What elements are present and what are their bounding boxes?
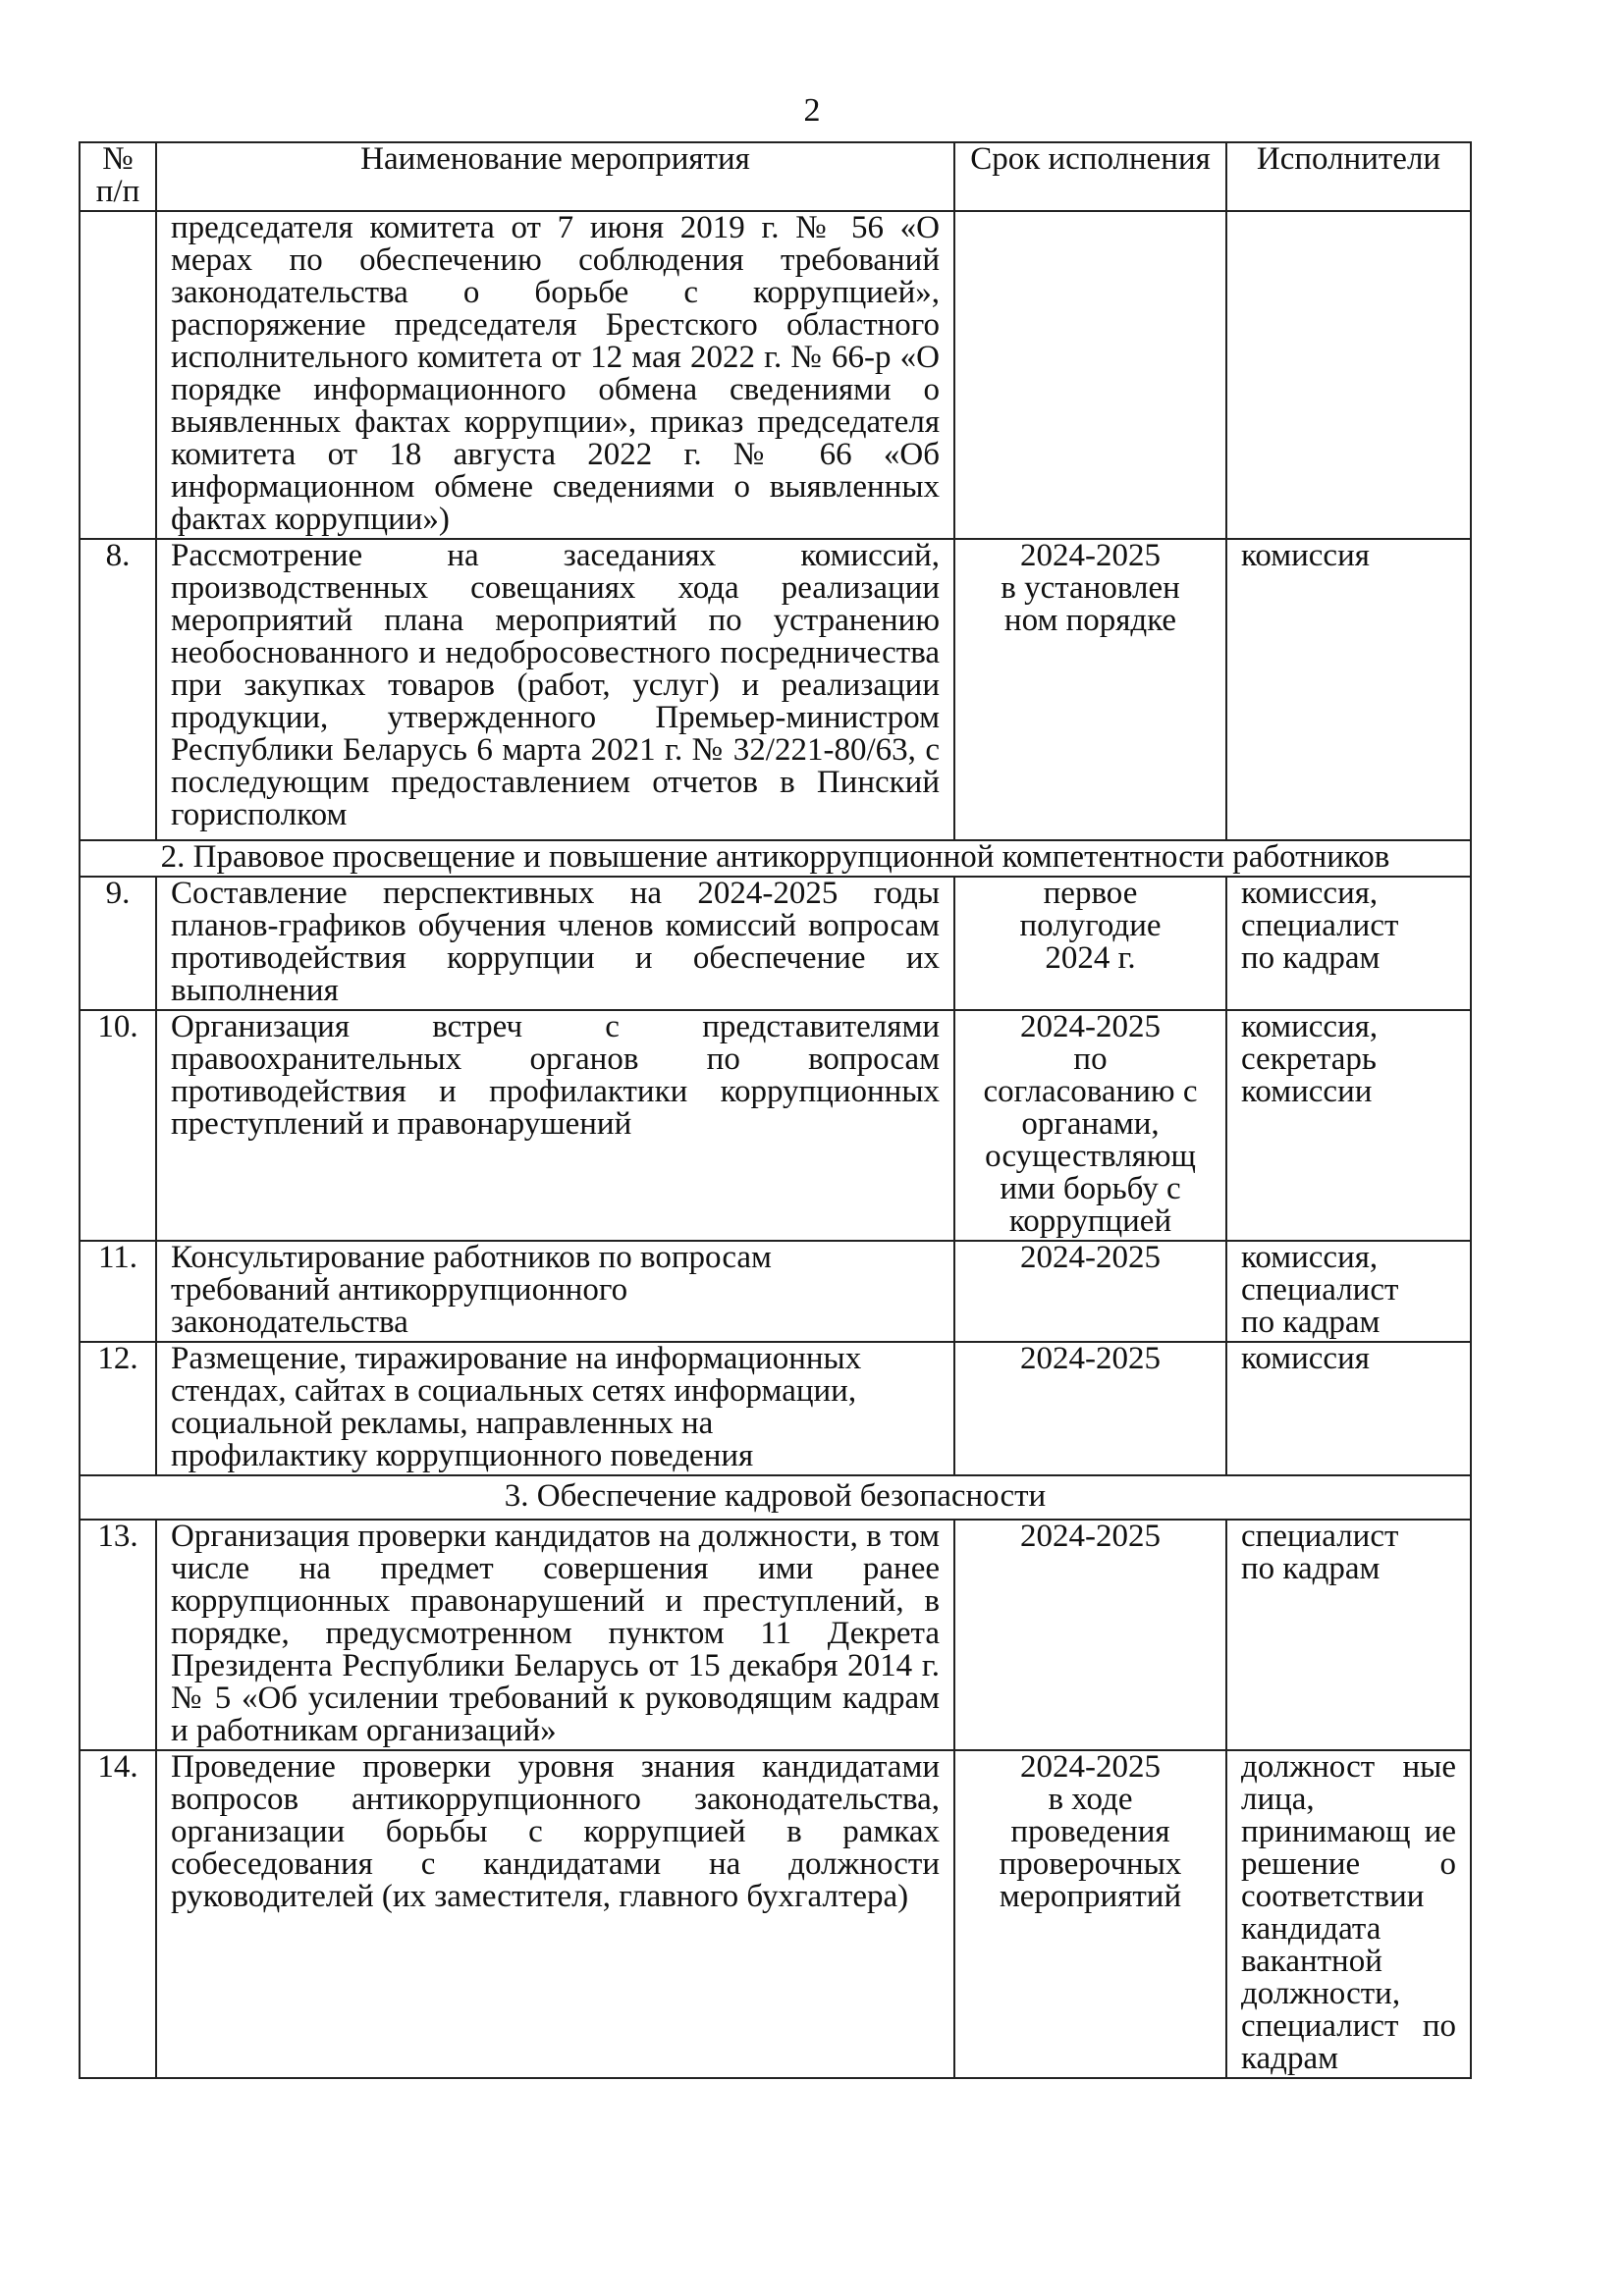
table-row-10 [80, 1010, 1471, 1241]
exec-line: комиссия, [1241, 1009, 1379, 1044]
term-line: в установлен [1001, 570, 1180, 606]
term-line: проверочных [999, 1846, 1182, 1882]
cell-exec: комиссия [1226, 539, 1471, 840]
term-line: полугодие [1019, 908, 1162, 943]
header-term: Срок исполнения [954, 142, 1226, 211]
cell-term: 2024-2025 [954, 1342, 1226, 1475]
cell-name: Рассмотрение на заседаниях комиссий, производственных совещаниях хода реализации мероприятий плана мероприятий по устранению необоснованного и недобросовестного посредничества при закупках товаров (работ, услуг) и реализации продукции, утвержденного Премьер-министром Республики Беларусь 6 марта 2021 г. № 32/221-80/63, с последующим предоставлением отчетов в Пинский горисполком [156, 539, 954, 840]
table-row-8 [80, 539, 1471, 840]
term-line: коррупцией [1008, 1203, 1172, 1239]
term-line: в ходе [1048, 1782, 1133, 1817]
term-line: ими борьбу с [1000, 1171, 1181, 1206]
plan-table [79, 141, 1472, 2079]
cell-name: Составление перспективных на 2024-2025 годы планов-графиков обучения членов комиссий вопросам противодействия коррупции и обеспечение их выполнения [156, 877, 954, 1010]
cell-num: 9. [80, 877, 156, 1010]
exec-line: комиссии [1241, 1074, 1373, 1109]
page-number: 2 [803, 92, 821, 129]
exec-line: секретарь [1241, 1041, 1377, 1077]
cell-num: 14. [80, 1750, 156, 2078]
term-line: мероприятий [999, 1879, 1182, 1914]
term-line: ном порядке [1003, 603, 1177, 638]
header-name: Наименование мероприятия [156, 142, 954, 211]
name-line: требований антикоррупционного [171, 1272, 628, 1308]
exec-line: по кадрам [1241, 940, 1380, 976]
cell-exec [1226, 877, 1471, 1010]
cell-exec: должност ные лица, принимающ ие решение о соответствии кандидата вакантной должности, специалист по кадрам [1226, 1750, 1471, 2078]
exec-line: по кадрам [1241, 1551, 1380, 1586]
cell-num [80, 211, 156, 539]
cell-num: 12. [80, 1342, 156, 1475]
cell-term: 2024-2025 [954, 1520, 1226, 1750]
cell-exec [1226, 1010, 1471, 1241]
table-row-continuation [80, 211, 1471, 539]
cell-term [954, 211, 1226, 539]
name-line: профилактику коррупционного поведения [171, 1438, 754, 1473]
exec-line: по кадрам [1241, 1305, 1380, 1340]
term-line: органами, [1021, 1106, 1160, 1142]
cell-num: 11. [80, 1241, 156, 1342]
name-line: Размещение, тиражирование на информационных [171, 1341, 862, 1376]
header-exec: Исполнители [1226, 142, 1471, 211]
exec-line: комиссия, [1241, 1240, 1379, 1275]
term-line: 2024-2025 [1020, 1749, 1161, 1785]
cell-term [954, 539, 1226, 840]
section-row-3 [80, 1475, 1471, 1520]
name-line: Консультирование работников по вопросам [171, 1240, 772, 1275]
cell-name: Организация встреч с представителями правоохранительных органов по вопросам противодействия и профилактики коррупционных преступлений и правонарушений [156, 1010, 954, 1241]
term-line: 2024 г. [1045, 940, 1136, 976]
term-line: по [1073, 1041, 1108, 1077]
term-line: 2024-2025 [1020, 538, 1161, 573]
cell-num: 8. [80, 539, 156, 840]
table-row-11 [80, 1241, 1471, 1342]
exec-line: специалист [1241, 1272, 1399, 1308]
cell-term [954, 1010, 1226, 1241]
cell-name: председателя комитета от 7 июня 2019 г. № 56 «О мерах по обеспечению соблюдения требований законодательства о борьбе с коррупцией», распоряжение председателя Брестского областного исполнительного комитета от 12 мая 2022 г. № 66-р «О порядке информационного обмена сведениями о выявленных фактах коррупции», приказ председателя комитета от 18 августа 2022 г. № 66 «Об информационном обмене сведениями о выявленных фактах коррупции») [156, 211, 954, 539]
name-line: законодательства [171, 1305, 408, 1340]
cell-num: 13. [80, 1520, 156, 1750]
cell-term [954, 1750, 1226, 2078]
table-row-9 [80, 877, 1471, 1010]
term-line: осуществляющ [985, 1139, 1196, 1174]
exec-line: специалист [1241, 1519, 1399, 1554]
cell-exec [1226, 1520, 1471, 1750]
name-line: социальной рекламы, направленных на [171, 1406, 714, 1441]
table-row-13 [80, 1520, 1471, 1750]
exec-line: специалист [1241, 908, 1399, 943]
name-line: стендах, сайтах в социальных сетях информации, [171, 1373, 857, 1409]
cell-name: Проведение проверки уровня знания кандидатами вопросов антикоррупционного законодательства, организации борьбы с коррупцией в рамках собеседования с кандидатами на должности руководителей (их заместителя, главного бухгалтера) [156, 1750, 954, 2078]
cell-term: 2024-2025 [954, 1241, 1226, 1342]
term-line: проведения [1010, 1814, 1170, 1849]
cell-exec [1226, 211, 1471, 539]
cell-name [156, 1342, 954, 1475]
cell-exec: комиссия [1226, 1342, 1471, 1475]
section-title: 3. Обеспечение кадровой безопасности [80, 1475, 1471, 1520]
exec-line: комиссия, [1241, 876, 1379, 911]
cell-exec [1226, 1241, 1471, 1342]
term-line: согласованию с [983, 1074, 1198, 1109]
cell-name: Организация проверки кандидатов на должности, в том числе на предмет совершения ими ранее коррупционных правонарушений и преступлений, в порядке, предусмотренном пунктом 11 Декрета Президента Республики Беларусь от 15 декабря 2014 г. № 5 «Об усилении требований к руководящим кадрам и работникам организаций» [156, 1520, 954, 1750]
cell-num: 10. [80, 1010, 156, 1241]
table-header-row [80, 142, 1471, 211]
cell-term [954, 877, 1226, 1010]
table-row-14 [80, 1750, 1471, 2078]
cell-name [156, 1241, 954, 1342]
table-row-12 [80, 1342, 1471, 1475]
section-title: 2. Правовое просвещение и повышение антикоррупционной компетентности работников [80, 840, 1471, 877]
section-row-2 [80, 840, 1471, 877]
header-num: № п/п [80, 142, 156, 211]
term-line: 2024-2025 [1020, 1009, 1161, 1044]
term-line: первое [1043, 876, 1138, 911]
